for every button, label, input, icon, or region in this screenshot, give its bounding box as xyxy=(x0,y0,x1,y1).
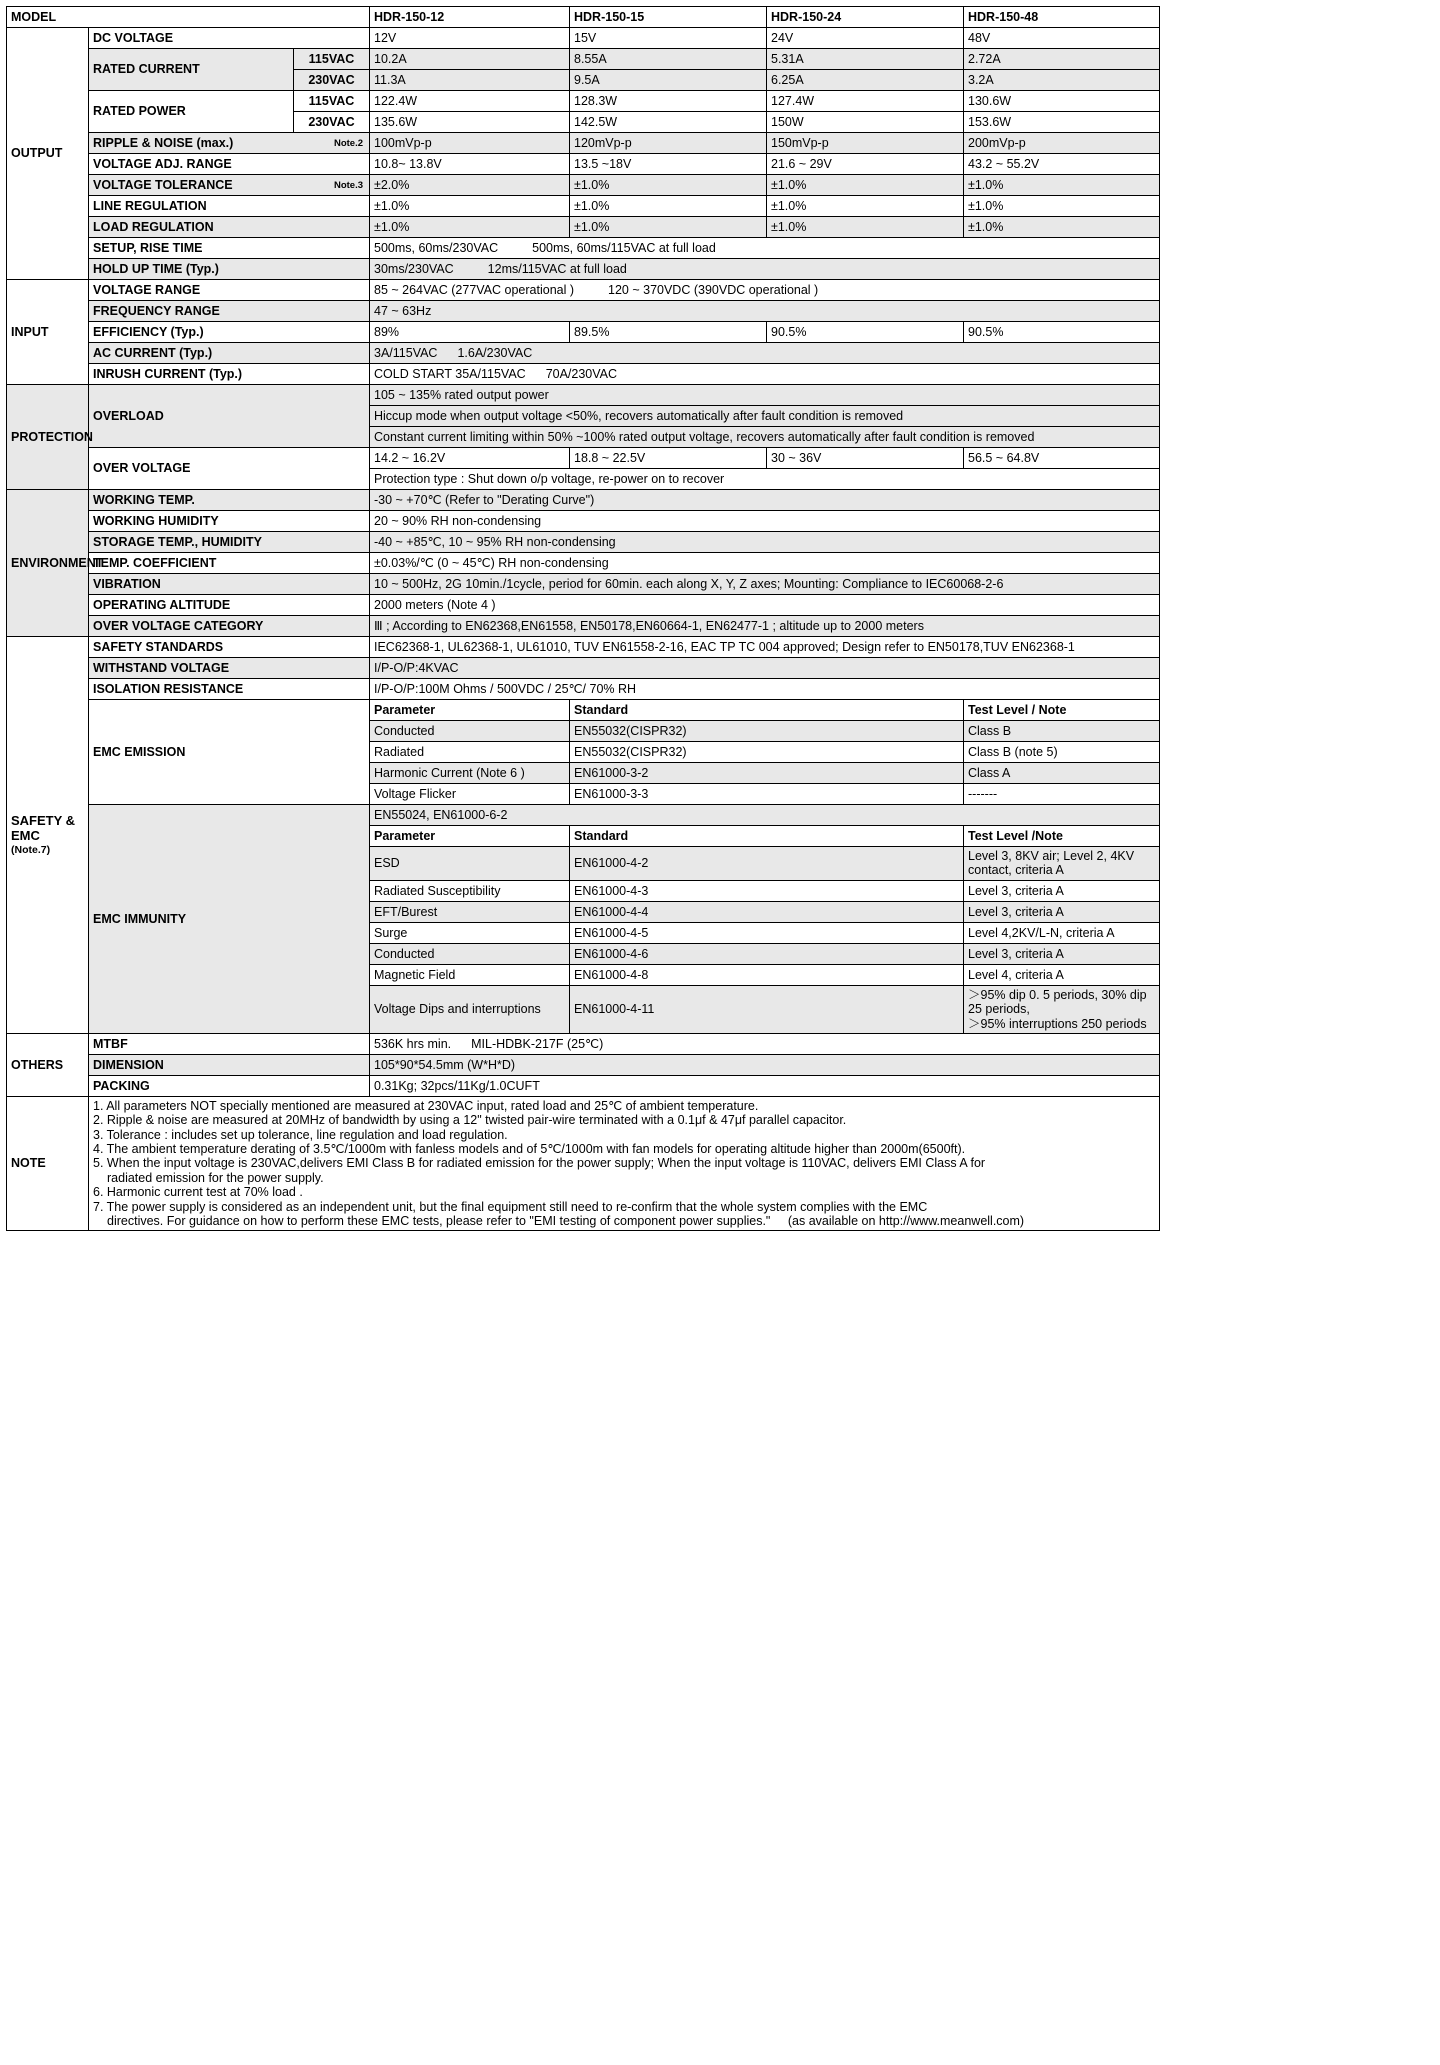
immunity-row-standard: EN61000-4-2 xyxy=(570,847,964,881)
working-humidity-value: 20 ~ 90% RH non-condensing xyxy=(370,511,1160,532)
hold-up-a: 30ms/230VAC xyxy=(374,261,454,276)
ripple-48: 200mVp-p xyxy=(964,133,1160,154)
table-row xyxy=(7,343,1160,364)
section-protection: PROTECTION xyxy=(7,385,89,490)
param-withstand-voltage: WITHSTAND VOLTAGE xyxy=(89,658,370,679)
section-environment: ENVIRONMENT xyxy=(7,490,89,637)
setup-rise-b: 500ms, 60ms/115VAC at full load xyxy=(532,240,716,255)
param-packing: PACKING xyxy=(89,1075,370,1096)
sub-230vac-current: 230VAC xyxy=(294,70,370,91)
emission-row-test-level: Class B xyxy=(964,721,1160,742)
immunity-row-test-level: Level 4, criteria A xyxy=(964,964,1160,985)
table-row xyxy=(7,1075,1160,1096)
section-note: NOTE xyxy=(7,1096,89,1230)
loadreg-12: ±1.0% xyxy=(370,217,570,238)
ripple-noise-note: Note.2 xyxy=(333,137,363,149)
table-row xyxy=(7,154,1160,175)
table-row xyxy=(7,574,1160,595)
model-label: MODEL xyxy=(7,7,370,28)
table-row xyxy=(7,511,1160,532)
emission-row-standard: EN55032(CISPR32) xyxy=(570,721,964,742)
param-working-humidity: WORKING HUMIDITY xyxy=(89,511,370,532)
rated-current-115-24: 5.31A xyxy=(767,49,964,70)
vadj-12: 10.8~ 13.8V xyxy=(370,154,570,175)
immunity-row-standard: EN61000-4-4 xyxy=(570,901,964,922)
rated-current-115-12: 10.2A xyxy=(370,49,570,70)
note-1: 1. All parameters NOT specially mentioned are measured at 230VAC input, rated load and 25℃ of ambient temperature. xyxy=(93,1098,759,1113)
safety-emc-note: (Note.7) xyxy=(11,843,51,856)
emission-row-parameter: Conducted xyxy=(370,721,570,742)
efficiency-12: 89% xyxy=(370,322,570,343)
sub-115vac-current: 115VAC xyxy=(294,49,370,70)
immunity-row-test-level: Level 3, criteria A xyxy=(964,880,1160,901)
datasheet-spec-sheet xyxy=(6,0,1147,1231)
emission-row-parameter: Harmonic Current (Note 6 ) xyxy=(370,763,570,784)
hold-up-value xyxy=(370,259,1160,280)
rated-power-230-15: 142.5W xyxy=(570,112,767,133)
emission-row-standard: EN55032(CISPR32) xyxy=(570,742,964,763)
param-ac-current: AC CURRENT (Typ.) xyxy=(89,343,370,364)
loadreg-15: ±1.0% xyxy=(570,217,767,238)
ripple-noise-label: RIPPLE & NOISE (max.) xyxy=(93,135,234,150)
table-row xyxy=(7,322,1160,343)
dc-voltage-12: 12V xyxy=(370,28,570,49)
note-6: 6. Harmonic current test at 70% load . xyxy=(93,1185,303,1200)
setup-rise-a: 500ms, 60ms/230VAC xyxy=(374,240,499,255)
hold-up-b: 12ms/115VAC at full load xyxy=(487,261,627,276)
table-row xyxy=(7,658,1160,679)
ac-current-a: 3A/115VAC xyxy=(374,345,438,360)
ac-current-value xyxy=(370,343,1160,364)
vtol-24: ±1.0% xyxy=(767,175,964,196)
immunity-row-parameter: Voltage Dips and interruptions xyxy=(370,985,570,1033)
safety-emc-line1: SAFETY & xyxy=(11,812,76,828)
immunity-col-parameter: Parameter xyxy=(370,826,570,847)
param-ripple-noise xyxy=(89,133,370,154)
operating-altitude-value: 2000 meters (Note 4 ) xyxy=(370,595,1160,616)
immunity-row-test-level: Level 3, criteria A xyxy=(964,901,1160,922)
working-temp-value: -30 ~ +70℃ (Refer to "Derating Curve") xyxy=(370,490,1160,511)
overload-line1: 105 ~ 135% rated output power xyxy=(370,385,1160,406)
safety-emc-line2: EMC xyxy=(11,827,40,843)
rated-current-230-15: 9.5A xyxy=(570,70,767,91)
loadreg-48: ±1.0% xyxy=(964,217,1160,238)
inrush-a: COLD START 35A/115VAC xyxy=(374,366,526,381)
immunity-headline: EN55024, EN61000-6-2 xyxy=(370,805,1160,826)
note-7-cont: directives. For guidance on how to perform these EMC tests, please refer to "EMI testing of component power supplies." xyxy=(107,1213,771,1228)
withstand-voltage-value: I/P-O/P:4KVAC xyxy=(370,658,1160,679)
vadj-48: 43.2 ~ 55.2V xyxy=(964,154,1160,175)
ovp-15: 18.8 ~ 22.5V xyxy=(570,448,767,469)
param-emc-immunity: EMC IMMUNITY xyxy=(89,805,370,1034)
table-row xyxy=(7,637,1160,658)
emission-row-standard: EN61000-3-3 xyxy=(570,784,964,805)
rated-power-230-12: 135.6W xyxy=(370,112,570,133)
rated-power-115-24: 127.4W xyxy=(767,91,964,112)
efficiency-24: 90.5% xyxy=(767,322,964,343)
immunity-row-parameter: Radiated Susceptibility xyxy=(370,880,570,901)
param-rated-power: RATED POWER xyxy=(89,91,294,133)
rated-current-230-24: 6.25A xyxy=(767,70,964,91)
overload-line2: Hiccup mode when output voltage <50%, recovers automatically after fault condition is removed xyxy=(370,406,1160,427)
table-row xyxy=(7,595,1160,616)
frequency-range-value: 47 ~ 63Hz xyxy=(370,301,1160,322)
param-vibration: VIBRATION xyxy=(89,574,370,595)
rated-power-230-24: 150W xyxy=(767,112,964,133)
table-row xyxy=(7,28,1160,49)
section-output: OUTPUT xyxy=(7,28,89,280)
emission-row-standard: EN61000-3-2 xyxy=(570,763,964,784)
voltage-tolerance-label: VOLTAGE TOLERANCE xyxy=(93,177,233,192)
rated-current-230-48: 3.2A xyxy=(964,70,1160,91)
table-row xyxy=(7,49,1160,70)
table-row xyxy=(7,553,1160,574)
immunity-row-test-level xyxy=(964,985,1160,1033)
ovp-12: 14.2 ~ 16.2V xyxy=(370,448,570,469)
vtol-15: ±1.0% xyxy=(570,175,767,196)
table-header-row xyxy=(7,7,1160,28)
table-row xyxy=(7,175,1160,196)
table-row xyxy=(7,1054,1160,1075)
vtol-48: ±1.0% xyxy=(964,175,1160,196)
note-7-url: (as available on http://www.meanwell.com) xyxy=(787,1213,1025,1228)
param-setup-rise-time: SETUP, RISE TIME xyxy=(89,238,370,259)
rated-power-115-15: 128.3W xyxy=(570,91,767,112)
ovp-48: 56.5 ~ 64.8V xyxy=(964,448,1160,469)
immunity-col-standard: Standard xyxy=(570,826,964,847)
rated-power-115-12: 122.4W xyxy=(370,91,570,112)
rated-current-115-48: 2.72A xyxy=(964,49,1160,70)
table-row xyxy=(7,364,1160,385)
table-row xyxy=(7,448,1160,469)
param-hold-up-time: HOLD UP TIME (Typ.) xyxy=(89,259,370,280)
table-row xyxy=(7,133,1160,154)
param-voltage-range: VOLTAGE RANGE xyxy=(89,280,370,301)
table-row xyxy=(7,217,1160,238)
param-working-temp: WORKING TEMP. xyxy=(89,490,370,511)
linereg-15: ±1.0% xyxy=(570,196,767,217)
notes-block xyxy=(89,1096,1160,1230)
model-col-4: HDR-150-48 xyxy=(964,7,1160,28)
immunity-row-standard: EN61000-4-11 xyxy=(570,985,964,1033)
immunity-row-parameter: ESD xyxy=(370,847,570,881)
table-row xyxy=(7,532,1160,553)
ripple-12: 100mVp-p xyxy=(370,133,570,154)
immunity-col-test-level: Test Level /Note xyxy=(964,826,1160,847)
model-col-1: HDR-150-12 xyxy=(370,7,570,28)
immunity-row-standard: EN61000-4-6 xyxy=(570,943,964,964)
immunity-test-level-line1: ＞95% dip 0. 5 periods, 30% dip 25 periods, xyxy=(968,987,1147,1017)
param-safety-standards: SAFETY STANDARDS xyxy=(89,637,370,658)
dc-voltage-24: 24V xyxy=(767,28,964,49)
param-emc-emission: EMC EMISSION xyxy=(89,700,370,805)
packing-value: 0.31Kg; 32pcs/11Kg/1.0CUFT xyxy=(370,1075,1160,1096)
ovp-protection-type: Protection type : Shut down o/p voltage, re-power on to recover xyxy=(370,469,1160,490)
emission-col-standard: Standard xyxy=(570,700,964,721)
table-row xyxy=(7,616,1160,637)
rated-power-230-48: 153.6W xyxy=(964,112,1160,133)
note-2: 2. Ripple & noise are measured at 20MHz of bandwidth by using a 12" twisted pair-wire terminated with a 0.1μf & 47μf parallel capacitor. xyxy=(93,1113,847,1128)
param-operating-altitude: OPERATING ALTITUDE xyxy=(89,595,370,616)
param-efficiency: EFFICIENCY (Typ.) xyxy=(89,322,370,343)
immunity-row-standard: EN61000-4-5 xyxy=(570,922,964,943)
sub-230vac-power: 230VAC xyxy=(294,112,370,133)
loadreg-24: ±1.0% xyxy=(767,217,964,238)
emission-row-parameter: Radiated xyxy=(370,742,570,763)
table-row xyxy=(7,385,1160,406)
mtbf-a: 536K hrs min. xyxy=(374,1036,452,1051)
immunity-row-test-level: Level 4,2KV/L-N, criteria A xyxy=(964,922,1160,943)
voltage-range-b: 120 ~ 370VDC (390VDC operational ) xyxy=(608,282,819,297)
linereg-12: ±1.0% xyxy=(370,196,570,217)
rated-current-230-12: 11.3A xyxy=(370,70,570,91)
temp-coefficient-value: ±0.03%/℃ (0 ~ 45℃) RH non-condensing xyxy=(370,553,1160,574)
vadj-15: 13.5 ~18V xyxy=(570,154,767,175)
model-col-3: HDR-150-24 xyxy=(767,7,964,28)
mtbf-value xyxy=(370,1033,1160,1054)
overload-line3: Constant current limiting within 50% ~100% rated output voltage, recovers automatically after fault condition is removed xyxy=(370,427,1160,448)
note-4: 4. The ambient temperature derating of 3.5℃/1000m with fanless models and of 5℃/1000m with fan models for operating altitude higher than 2000m(6500ft). xyxy=(93,1142,966,1156)
vtol-12: ±2.0% xyxy=(370,175,570,196)
param-voltage-adj-range: VOLTAGE ADJ. RANGE xyxy=(89,154,370,175)
dc-voltage-15: 15V xyxy=(570,28,767,49)
sub-115vac-power: 115VAC xyxy=(294,91,370,112)
efficiency-15: 89.5% xyxy=(570,322,767,343)
param-dimension: DIMENSION xyxy=(89,1054,370,1075)
immunity-test-level-line2: ＞95% interruptions 250 periods xyxy=(968,1016,1147,1031)
section-safety-emc xyxy=(7,637,89,1034)
table-row xyxy=(7,1096,1160,1230)
note-5-cont: radiated emission for the power supply. xyxy=(107,1170,324,1185)
table-row xyxy=(7,301,1160,322)
table-row xyxy=(7,490,1160,511)
emission-row-test-level: Class B (note 5) xyxy=(964,742,1160,763)
setup-rise-value xyxy=(370,238,1160,259)
emission-row-parameter: Voltage Flicker xyxy=(370,784,570,805)
ripple-24: 150mVp-p xyxy=(767,133,964,154)
specification-table xyxy=(6,6,1160,1231)
linereg-48: ±1.0% xyxy=(964,196,1160,217)
param-frequency-range: FREQUENCY RANGE xyxy=(89,301,370,322)
param-temp-coefficient: TEMP. COEFFICIENT xyxy=(89,553,370,574)
note-5: 5. When the input voltage is 230VAC,delivers EMI Class B for radiated emission for the power supply; When the input voltage is 110VAC, delivers EMI Class A for xyxy=(93,1156,986,1171)
param-storage-temp: STORAGE TEMP., HUMIDITY xyxy=(89,532,370,553)
dimension-value: 105*90*54.5mm (W*H*D) xyxy=(370,1054,1160,1075)
param-over-voltage-category: OVER VOLTAGE CATEGORY xyxy=(89,616,370,637)
inrush-current-value xyxy=(370,364,1160,385)
param-isolation-resistance: ISOLATION RESISTANCE xyxy=(89,679,370,700)
param-line-regulation: LINE REGULATION xyxy=(89,196,370,217)
immunity-row-parameter: Magnetic Field xyxy=(370,964,570,985)
voltage-tolerance-note: Note.3 xyxy=(333,179,363,191)
immunity-row-parameter: Conducted xyxy=(370,943,570,964)
immunity-row-standard: EN61000-4-8 xyxy=(570,964,964,985)
table-row xyxy=(7,196,1160,217)
note-7: 7. The power supply is considered as an independent unit, but the final equipment still need to re-confirm that the whole system complies with the EMC xyxy=(93,1199,928,1214)
section-input: INPUT xyxy=(7,280,89,385)
mtbf-b: MIL-HDBK-217F (25℃) xyxy=(471,1036,604,1051)
table-row xyxy=(7,700,1160,721)
param-inrush-current: INRUSH CURRENT (Typ.) xyxy=(89,364,370,385)
emission-col-test-level: Test Level / Note xyxy=(964,700,1160,721)
immunity-row-parameter: Surge xyxy=(370,922,570,943)
table-row xyxy=(7,280,1160,301)
vibration-value: 10 ~ 500Hz, 2G 10min./1cycle, period for 60min. each along X, Y, Z axes; Mounting: Compliance to IEC60068-2-6 xyxy=(370,574,1160,595)
param-voltage-tolerance xyxy=(89,175,370,196)
isolation-resistance-value: I/P-O/P:100M Ohms / 500VDC / 25℃/ 70% RH xyxy=(370,679,1160,700)
param-over-voltage: OVER VOLTAGE xyxy=(89,448,370,490)
immunity-row-standard: EN61000-4-3 xyxy=(570,880,964,901)
param-overload: OVERLOAD xyxy=(89,385,370,448)
table-row xyxy=(7,679,1160,700)
storage-value: -40 ~ +85℃, 10 ~ 95% RH non-condensing xyxy=(370,532,1160,553)
dc-voltage-48: 48V xyxy=(964,28,1160,49)
immunity-row-test-level: Level 3, criteria A xyxy=(964,943,1160,964)
vadj-24: 21.6 ~ 29V xyxy=(767,154,964,175)
immunity-row-parameter: EFT/Burest xyxy=(370,901,570,922)
rated-current-115-15: 8.55A xyxy=(570,49,767,70)
rated-power-115-48: 130.6W xyxy=(964,91,1160,112)
voltage-range-a: 85 ~ 264VAC (277VAC operational ) xyxy=(374,282,575,297)
param-dc-voltage: DC VOLTAGE xyxy=(89,28,370,49)
ripple-15: 120mVp-p xyxy=(570,133,767,154)
table-row xyxy=(7,1033,1160,1054)
table-row xyxy=(7,805,1160,826)
note-3: 3. Tolerance : includes set up tolerance, line regulation and load regulation. xyxy=(93,1127,508,1142)
model-col-2: HDR-150-15 xyxy=(570,7,767,28)
emission-row-test-level: Class A xyxy=(964,763,1160,784)
table-row xyxy=(7,259,1160,280)
efficiency-48: 90.5% xyxy=(964,322,1160,343)
voltage-range-value xyxy=(370,280,1160,301)
param-rated-current: RATED CURRENT xyxy=(89,49,294,91)
safety-standards-value: IEC62368-1, UL62368-1, UL61010, TUV EN61558-2-16, EAC TP TC 004 approved; Design refer to EN50178,TUV EN62368-1 xyxy=(370,637,1160,658)
ovp-24: 30 ~ 36V xyxy=(767,448,964,469)
inrush-b: 70A/230VAC xyxy=(545,366,618,381)
table-row xyxy=(7,91,1160,112)
linereg-24: ±1.0% xyxy=(767,196,964,217)
immunity-row-test-level: Level 3, 8KV air; Level 2, 4KV contact, criteria A xyxy=(964,847,1160,881)
table-row xyxy=(7,238,1160,259)
emission-col-parameter: Parameter xyxy=(370,700,570,721)
ac-current-b: 1.6A/230VAC xyxy=(457,345,533,360)
section-others: OTHERS xyxy=(7,1033,89,1096)
over-voltage-category-value: Ⅲ ; According to EN62368,EN61558, EN50178,EN60664-1, EN62477-1 ; altitude up to 2000 meters xyxy=(370,616,1160,637)
emission-row-test-level: ------- xyxy=(964,784,1160,805)
param-mtbf: MTBF xyxy=(89,1033,370,1054)
param-load-regulation: LOAD REGULATION xyxy=(89,217,370,238)
